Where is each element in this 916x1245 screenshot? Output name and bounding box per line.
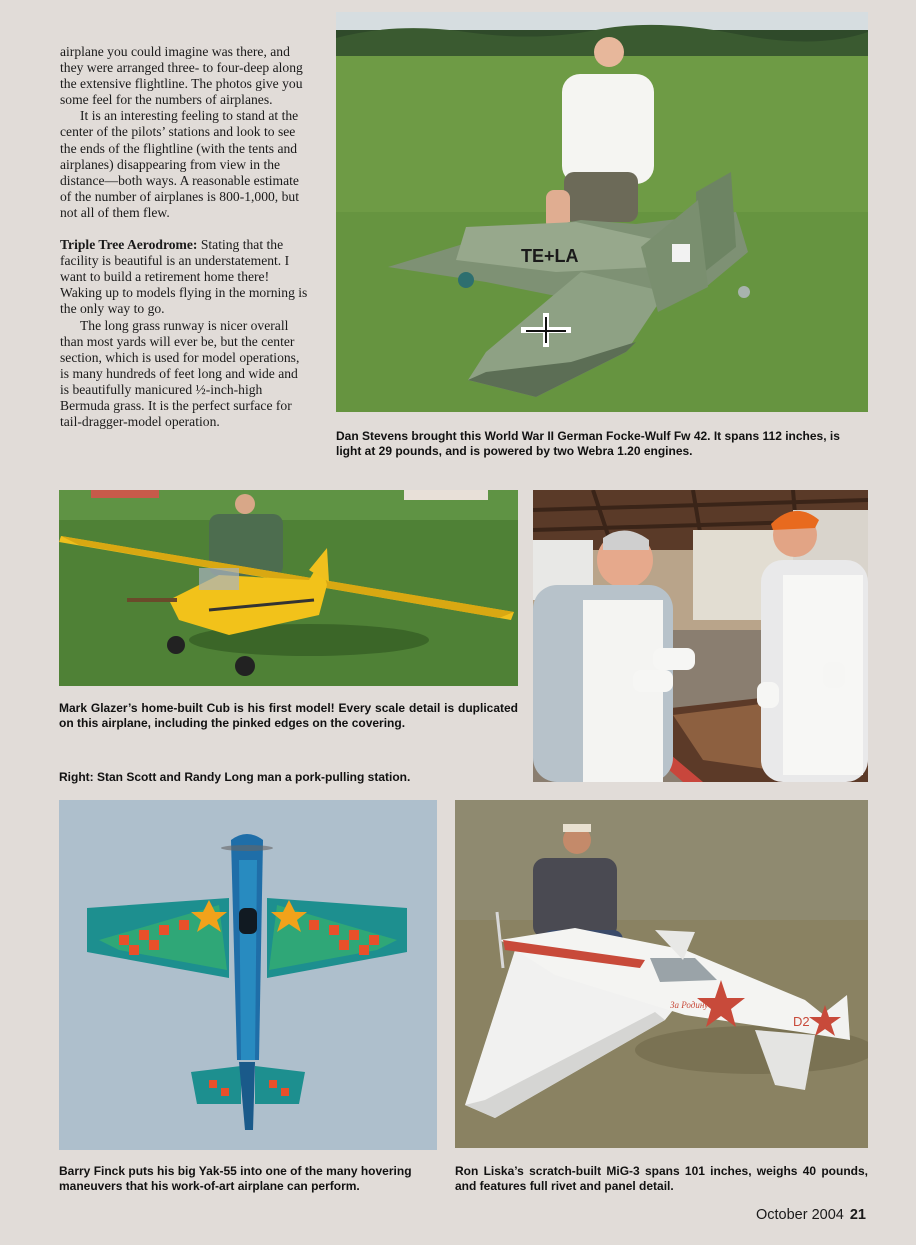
caption-pork: Right: Stan Scott and Randy Long man a pork-pulling station. <box>59 770 411 784</box>
article-text-column <box>60 44 310 430</box>
caption-cub: Mark Glazer’s home-built Cub is his first model! Every scale detail is duplicated on this airplane, including the pinked edges on the covering. <box>59 701 518 730</box>
issue-date: October 2004 <box>755 1207 844 1223</box>
caption-mig3: Ron Liska’s scratch-built MiG-3 spans 101 inches, weighs 40 pounds, and features full rivet and panel detail. <box>455 1164 868 1193</box>
aircraft-code-marking: TE+LA <box>521 246 579 266</box>
fuselage-script-marking: За Родину <box>670 1000 709 1010</box>
article-paragraph-text: Stating that the facility is beautiful is an understatement. I want to build a retirement home there! Waking up to models flying in the morning is the only way to go. <box>60 237 308 317</box>
photo-fw42 <box>336 12 868 412</box>
photo-yak55 <box>59 800 437 1150</box>
page-number: 21 <box>849 1207 866 1223</box>
article-paragraph <box>60 237 310 317</box>
aircraft-code-marking: D2 <box>793 1014 810 1029</box>
article-paragraph: It is an interesting feeling to stand at the center of the pilots’ stations and look to see the ends of the flightline (with the tents and airplanes) disappearing from view in the distance—both ways. A reasonable estimate of the number of airplanes is 800-1,000, but not all of them flew. <box>60 108 299 220</box>
page-folio <box>756 1207 866 1223</box>
caption-fw42: Dan Stevens brought this World War II German Focke-Wulf Fw 42. It spans 112 inches, is light at 29 pounds, and is powered by two Webra 1.20 engines. <box>336 429 840 458</box>
article-paragraph: The long grass runway is nicer overall than most yards will ever be, but the center section, which is used for model operations, is many hundreds of feet long and wide and is beautifully manicured ½-inch-high Bermuda grass. It is the perfect surface for tail-dragger-model operation. <box>60 317 300 430</box>
photo-mig3 <box>455 800 868 1148</box>
article-paragraph: airplane you could imagine was there, and they were arranged three- to four-deep along the extensive flightline. The photos give you some feel for the numbers of airplanes. <box>60 44 303 108</box>
photo-pork-station <box>533 490 868 782</box>
caption-yak55: Barry Finck puts his big Yak-55 into one of the many hovering maneuvers that his work-of-art airplane can perform. <box>59 1164 412 1193</box>
photo-cub <box>59 490 518 686</box>
run-in-heading: Triple Tree Aerodrome: <box>60 237 198 253</box>
